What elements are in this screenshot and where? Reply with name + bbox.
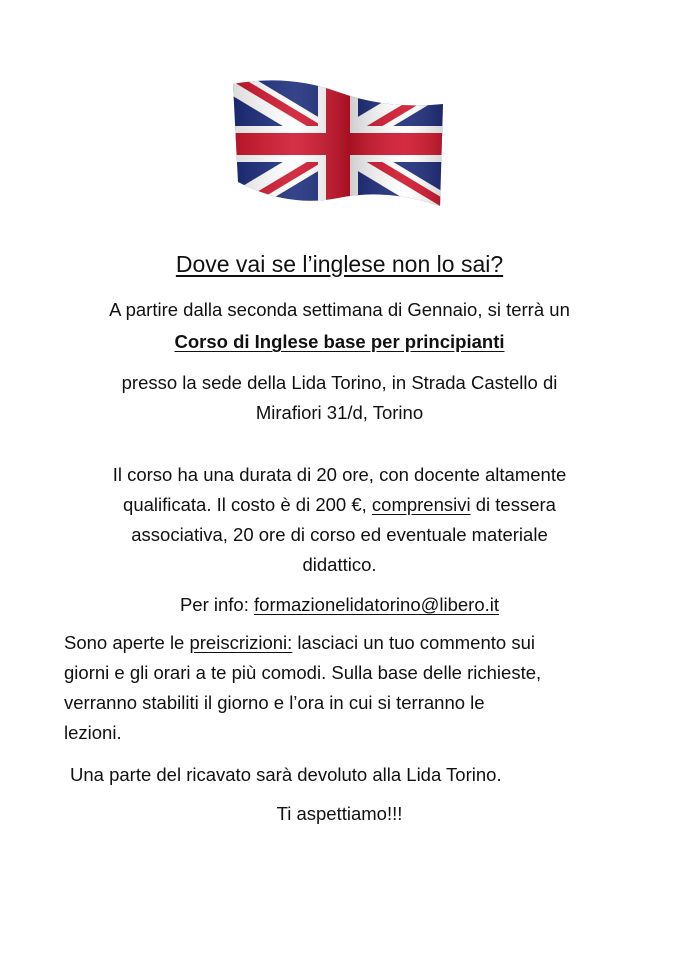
page-title: Dove vai se l’inglese non lo sai? <box>175 251 504 277</box>
registration-line-4: lezioni. <box>64 722 122 743</box>
location-line-2: Mirafiori 31/d, Torino <box>255 402 424 423</box>
registration-line-2: giorni e gli orari a te più comodi. Sulla base delle richieste, <box>64 662 542 683</box>
registration-underlined-word: preiscrizioni: <box>189 632 293 653</box>
info-email-link[interactable]: formazionelidatorino@libero.it <box>254 594 500 615</box>
details-underlined-word: comprensivi <box>371 494 471 515</box>
registration-line-3: verranno stabiliti il giorno e l’ora in cui si terranno le <box>64 692 485 713</box>
info-label: Per info: <box>179 594 255 615</box>
details-line-3: associativa, 20 ore di corso ed eventuale materiale <box>131 524 548 545</box>
info-line <box>0 589 679 620</box>
union-jack-flag-image <box>228 78 448 210</box>
intro-text: A partire dalla seconda settimana di Gennaio, si terrà un <box>109 299 570 320</box>
details-line-1: Il corso ha una durata di 20 ore, con docente altamente <box>112 464 567 485</box>
details-line-4: didattico. <box>302 554 377 575</box>
location-line-1: presso la sede della Lida Torino, in Strada Castello di <box>121 372 558 393</box>
course-name-text: Corso di Inglese base per principianti <box>174 331 505 352</box>
details-line-2-suffix: di tessera <box>470 494 556 515</box>
closing-text: Ti aspettiamo!!! <box>276 803 403 824</box>
course-name <box>0 326 679 357</box>
registration-line-1-rest: lasciaci un tuo commento sui <box>292 632 535 653</box>
donation-text: Una parte del ricavato sarà devoluto alla Lida Torino. <box>70 764 502 785</box>
registration-line-1 <box>64 627 644 658</box>
registration-prefix: Sono aperte le <box>64 632 190 653</box>
details-line-2 <box>0 489 679 520</box>
details-line-2-prefix: qualificata. Il costo è di 200 €, <box>123 494 372 515</box>
